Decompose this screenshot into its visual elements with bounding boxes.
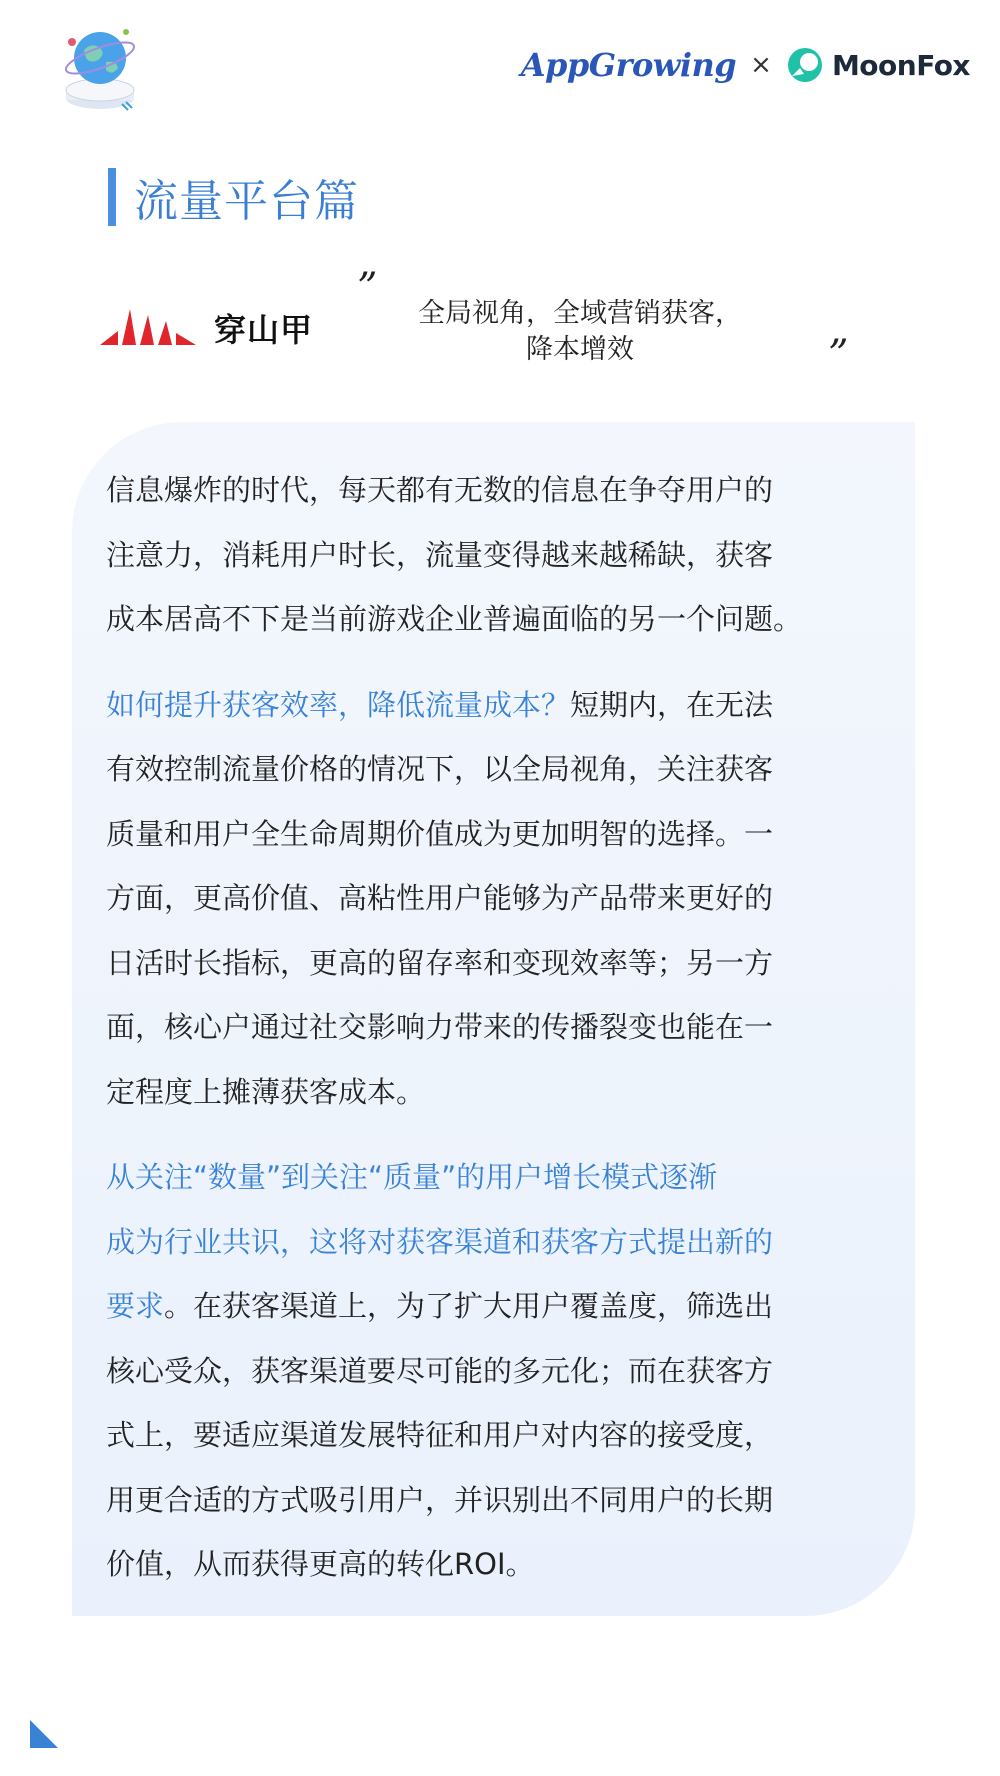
highlight-line: 从关注“数量”到关注“质量”的用户增长模式逐渐 <box>106 1160 718 1194</box>
paragraph-1 <box>106 458 906 652</box>
text-line: 式上，要适应渠道发展特征和用户对内容的接受度， <box>106 1418 774 1452</box>
text-span: 。在获客渠道上，为了扩大用户覆盖度，筛选出 <box>164 1289 774 1323</box>
section-title: 流量平台篇 <box>134 176 359 227</box>
text-line: 定程度上摊薄获客成本。 <box>106 1074 426 1109</box>
quote-close: ” <box>828 332 849 378</box>
paragraph-2 <box>106 673 906 1125</box>
text-line: 注意力，消耗用户时长，流量变得越来越稀缺，获客 <box>106 537 774 572</box>
partner-name: 穿山甲 <box>214 311 314 349</box>
highlight-text: 要求 <box>106 1289 165 1323</box>
slogan-line: 降本增效 <box>526 334 634 366</box>
partner-slogan <box>390 296 770 369</box>
highlight-text: 如何提升获客效率，降低流量成本？ <box>106 687 571 722</box>
moonfox-icon <box>786 46 824 84</box>
text-line: 价值，从而获得更高的转化ROI。 <box>106 1547 535 1581</box>
section-header <box>108 165 359 229</box>
globe-icon <box>60 20 140 115</box>
highlight-line: 成为行业共识，这将对获客渠道和获客方式提出新的 <box>106 1224 774 1259</box>
section-accent-bar <box>108 168 116 226</box>
slogan-line: 全局视角，全域营销获客， <box>418 298 742 329</box>
moonfox-wordmark: MoonFox <box>831 48 970 82</box>
text-line: 面，核心户通过社交影响力带来的传播裂变也能在一 <box>106 1010 774 1044</box>
text-line <box>106 673 906 738</box>
text-line: 信息爆炸的时代，每天都有无数的信息在争夺用户的 <box>106 473 774 507</box>
appgrowing-logo: AppGrowing <box>520 46 737 84</box>
partner-logo <box>100 305 313 351</box>
text-line: 成本居高不下是当前游戏企业普遍面临的另一个问题。 <box>106 602 803 636</box>
quote-open: ” <box>357 265 378 311</box>
content-text <box>106 458 906 1618</box>
paragraph-3 <box>106 1145 906 1597</box>
text-line: 有效控制流量价格的情况下，以全局视角，关注获客 <box>106 752 774 786</box>
text-line: 日活时长指标，更高的留存率和变现效率等；另一方 <box>106 945 774 980</box>
chuanshanjia-mark-icon <box>100 305 200 351</box>
brand-separator: × <box>750 50 772 80</box>
corner-triangle-icon <box>30 1720 58 1748</box>
text-line: 方面，更高价值、高粘性用户能够为产品带来更好的 <box>106 881 774 915</box>
text-span: 短期内，在无法 <box>570 687 774 722</box>
text-line: 质量和用户全生命周期价值成为更加明智的选择。一 <box>106 816 774 851</box>
text-line: 核心受众，获客渠道要尽可能的多元化；而在获客方 <box>106 1353 774 1388</box>
moonfox-logo <box>786 46 970 84</box>
text-line: 用更合适的方式吸引用户，并识别出不同用户的长期 <box>106 1482 774 1517</box>
brand-header <box>521 46 970 84</box>
text-line <box>106 1274 906 1339</box>
